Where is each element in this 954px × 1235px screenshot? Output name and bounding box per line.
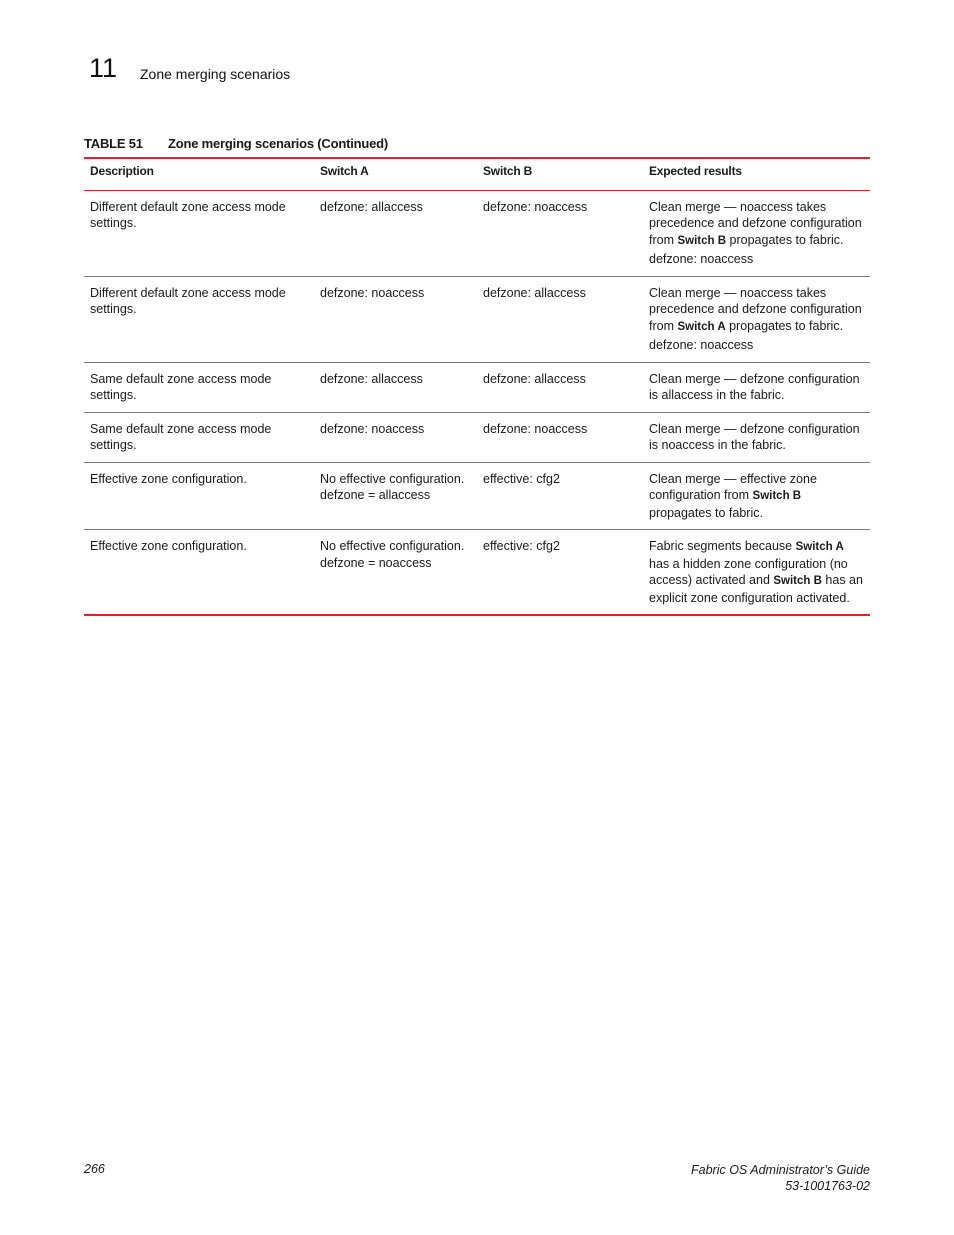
- result-switch-name: Switch B: [773, 575, 822, 587]
- cell-description: Different default zone access mode settings.: [90, 285, 286, 316]
- chapter-number: 11: [89, 53, 118, 83]
- result-switch-name: Switch A: [795, 541, 844, 553]
- table-row: [84, 462, 870, 530]
- cell-switch-b: defzone: noaccess: [483, 199, 588, 214]
- cell-switch-a: [314, 530, 477, 616]
- table-row: [84, 276, 870, 362]
- table-title: Zone merging scenarios (Continued): [168, 136, 388, 151]
- doc-number: 53-1001763-02: [785, 1179, 870, 1193]
- result-text: propagates to fabric.: [649, 505, 763, 520]
- switch-a-line: No effective configuration.: [320, 471, 465, 486]
- guide-title: Fabric OS Administrator’s Guide: [691, 1163, 870, 1177]
- cell-expected-results: Clean merge — defzone configuration is noaccess in the fabric.: [649, 421, 860, 452]
- page-number: 266: [84, 1162, 105, 1176]
- table-row: [84, 362, 870, 412]
- cell-expected-results: Clean merge — defzone configuration is allaccess in the fabric.: [649, 371, 860, 402]
- result-text: Clean merge — noaccess takes precedence and defzone configuration from: [649, 199, 862, 247]
- result-detail: defzone: noaccess: [649, 252, 754, 266]
- result-switch-name: Switch A: [677, 320, 726, 333]
- cell-switch-b: defzone: allaccess: [483, 285, 586, 300]
- cell-switch-a: [314, 462, 477, 530]
- cell-expected-results: [643, 462, 870, 530]
- cell-expected-results: [643, 190, 870, 276]
- cell-switch-a: defzone: allaccess: [320, 371, 423, 386]
- table-header-row: [84, 158, 870, 190]
- footer-doc-info: [691, 1162, 870, 1194]
- switch-a-line: defzone = allaccess: [320, 488, 431, 502]
- result-text: Clean merge — noaccess takes precedence and defzone configuration from: [649, 285, 862, 333]
- switch-a-line: defzone = noaccess: [320, 555, 432, 570]
- cell-expected-results: [643, 276, 870, 362]
- cell-switch-a: defzone: allaccess: [320, 199, 423, 214]
- cell-switch-b: defzone: noaccess: [483, 421, 588, 436]
- cell-description: Effective zone configuration.: [90, 471, 247, 486]
- cell-switch-a: defzone: noaccess: [320, 421, 425, 436]
- result-switch-name: Switch B: [752, 490, 802, 502]
- table-label: TABLE 51: [84, 136, 143, 151]
- cell-expected-results: [643, 530, 870, 616]
- cell-switch-b: effective: cfg2: [483, 471, 560, 486]
- cell-description: Effective zone configuration.: [90, 539, 247, 553]
- column-header-expected-results: Expected results: [649, 164, 742, 178]
- column-header-description: Description: [90, 164, 154, 178]
- result-text: Clean merge — effective zone configuration from: [649, 471, 817, 502]
- result-text: propagates to fabric.: [726, 232, 844, 247]
- result-switch-name: Switch B: [677, 234, 727, 247]
- zone-merging-table: [84, 157, 870, 616]
- cell-switch-b: effective: cfg2: [483, 539, 560, 553]
- cell-description: Different default zone access mode settings.: [90, 199, 286, 230]
- result-text: has a hidden zone configuration (no access) activated and: [649, 556, 848, 587]
- column-header-switch-b: Switch B: [483, 164, 533, 178]
- switch-a-line: No effective configuration.: [320, 539, 465, 553]
- cell-switch-a: defzone: noaccess: [320, 285, 425, 300]
- result-text: has an explicit zone configuration activated.: [649, 573, 863, 605]
- table-row: [84, 530, 870, 616]
- table-row: [84, 190, 870, 276]
- table-caption: [84, 136, 388, 151]
- result-text: Fabric segments because: [649, 539, 796, 553]
- column-header-switch-a: Switch A: [320, 164, 369, 178]
- cell-description: Same default zone access mode settings.: [90, 371, 272, 402]
- cell-switch-b: defzone: allaccess: [483, 371, 586, 386]
- table-row: [84, 412, 870, 462]
- result-detail: defzone: noaccess: [649, 338, 754, 352]
- result-text: propagates to fabric.: [725, 318, 844, 333]
- cell-description: Same default zone access mode settings.: [90, 421, 272, 452]
- chapter-title: Zone merging scenarios: [140, 66, 291, 82]
